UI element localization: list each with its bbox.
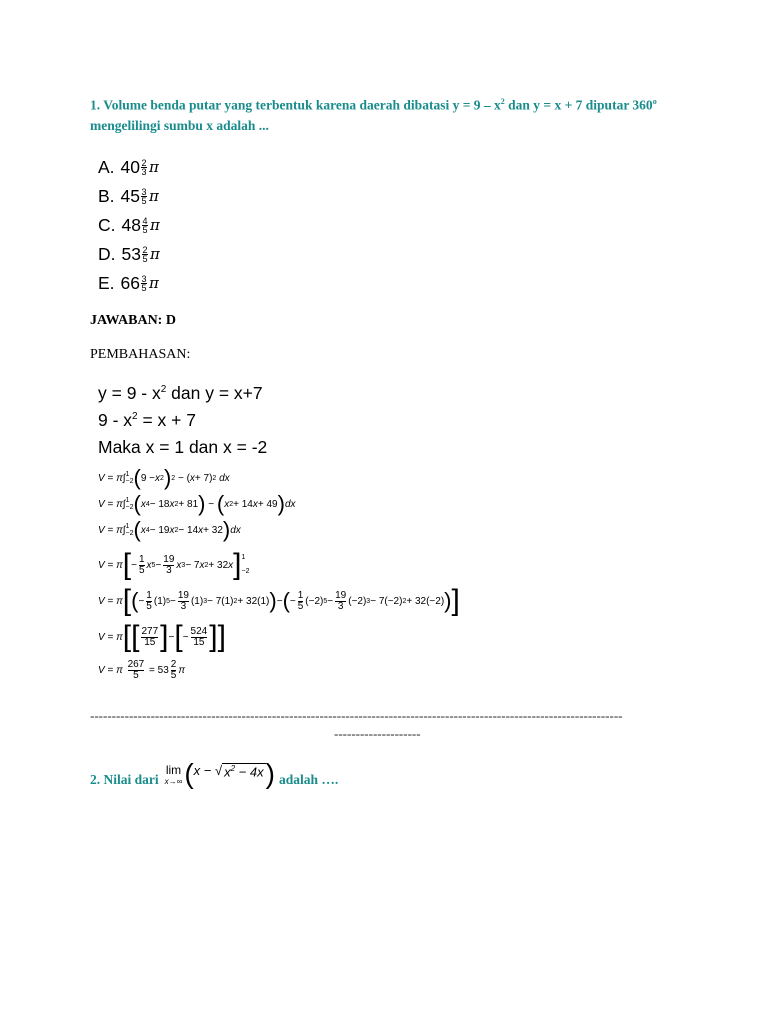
formula-result: V = π 267 5 = 53 2 5 π: [98, 659, 186, 681]
formula-integral-1: V = π ∫ 1 −2 ( 9 − x 2 ) 2 − ( x + 7) 2 dx: [98, 465, 230, 490]
option-whole: 48: [121, 215, 141, 235]
fraction-numerator: 3: [141, 274, 147, 284]
option-letter: B.: [98, 186, 115, 206]
pi-symbol: π: [149, 187, 159, 205]
pi-symbol: π: [149, 274, 159, 292]
fraction-numerator: 4: [142, 216, 148, 226]
step-sup: 2: [132, 411, 138, 423]
option-b: [98, 182, 160, 211]
limit-expression: x − √ $x^2 - 4x$: [193, 763, 264, 779]
pi-symbol: π: [149, 158, 159, 176]
question-1-text-c: mengelilingi sumbu x adalah ...: [90, 117, 269, 133]
fraction-denominator: 5: [141, 283, 147, 293]
question-1-title: [90, 92, 700, 136]
fraction-denominator: 3: [141, 167, 147, 177]
option-fraction: [141, 159, 147, 176]
step-line-2: [98, 410, 196, 431]
step-text: y = 9 - x: [98, 383, 161, 403]
formula-integral-2: V = π ∫ 1 −2 ( x 4 − 18 x 2 + 81 ) − ( x 2 + 14 x + 49 ) dx: [98, 491, 296, 516]
step-line-1: [98, 383, 263, 404]
step-sup: 2: [160, 384, 167, 396]
option-whole: 53: [121, 244, 141, 264]
option-fraction: [142, 217, 148, 234]
pi-symbol: π: [149, 216, 160, 234]
option-fraction: [141, 275, 147, 292]
formula-evaluated: V = π [ [ 277 15 ] − [ − 524 15 ] ]: [98, 620, 226, 653]
limit-operator: [165, 764, 183, 788]
option-c: [98, 211, 160, 240]
option-a: [98, 153, 160, 182]
option-letter: A.: [98, 157, 115, 177]
option-d: [98, 240, 160, 269]
paren-close: ): [265, 758, 275, 789]
option-fraction: [141, 188, 147, 205]
divider-line-continuation: --------------------: [334, 726, 421, 741]
answer-options: [98, 153, 160, 298]
option-whole: 66: [120, 273, 141, 293]
fraction-numerator: 2: [142, 245, 148, 255]
option-e: [98, 269, 160, 298]
formula-integral-3: V = π ∫ 1 −2 ( x 4 − 19 x 2 − 14 x + 32 ) dx: [98, 517, 241, 542]
option-letter: E.: [98, 273, 115, 293]
paren-open: (: [184, 758, 194, 789]
pi-symbol: π: [149, 245, 160, 263]
fraction-numerator: 3: [141, 187, 147, 197]
question-1-text-a: 1. Volume benda putar yang terbentuk karena daerah dibatasi y = 9 – x: [90, 97, 501, 113]
question-1-sup-b: o: [652, 97, 657, 106]
formula-substitution: V = π [ ( − 1 5 (1) 5 − 19 3 (1) 3 − 7(1) 2 + 32(1) ) − ( − 1 5 (−2) 5 − 19 3 (−2) 3 − 7(−2) 2 + 32(−2) ) ]: [98, 584, 460, 617]
option-letter: D.: [98, 244, 116, 264]
question-2-prefix: 2. Nilai dari: [90, 772, 159, 787]
option-fraction: [142, 246, 148, 263]
formula-antiderivative: V = π [ − 1 5 x 5 − 19 3 x 3 − 7 x 2 + 32 x ] 1 −2: [98, 548, 250, 581]
limit-label: lim: [165, 763, 182, 777]
option-whole: 45: [120, 186, 141, 206]
question-1-sup-a: 2: [500, 97, 505, 106]
question-2: [90, 760, 338, 788]
step-text: dan y = x+7: [166, 383, 263, 403]
answer-key: JAWABAN: D: [90, 313, 176, 328]
step-text: = x + 7: [137, 410, 196, 430]
option-whole: 40: [120, 157, 141, 177]
fraction-denominator: 5: [142, 254, 148, 264]
option-letter: C.: [98, 215, 116, 235]
question-2-suffix: adalah ….: [278, 772, 339, 787]
fraction-denominator: 5: [142, 225, 148, 235]
step-line-3: Maka x = 1 dan x = -2: [98, 437, 268, 457]
limit-subscript: x→∞: [164, 777, 183, 786]
step-text: 9 - x: [98, 410, 133, 430]
question-1-text-b: dan y = x + 7 diputar 360: [504, 97, 653, 113]
fraction-numerator: 2: [141, 158, 147, 168]
fraction-denominator: 5: [141, 196, 147, 206]
explanation-heading: PEMBAHASAN:: [90, 347, 191, 362]
divider-line: ---------------------------------------------------------------------------------------------------------------------------: [90, 708, 623, 723]
